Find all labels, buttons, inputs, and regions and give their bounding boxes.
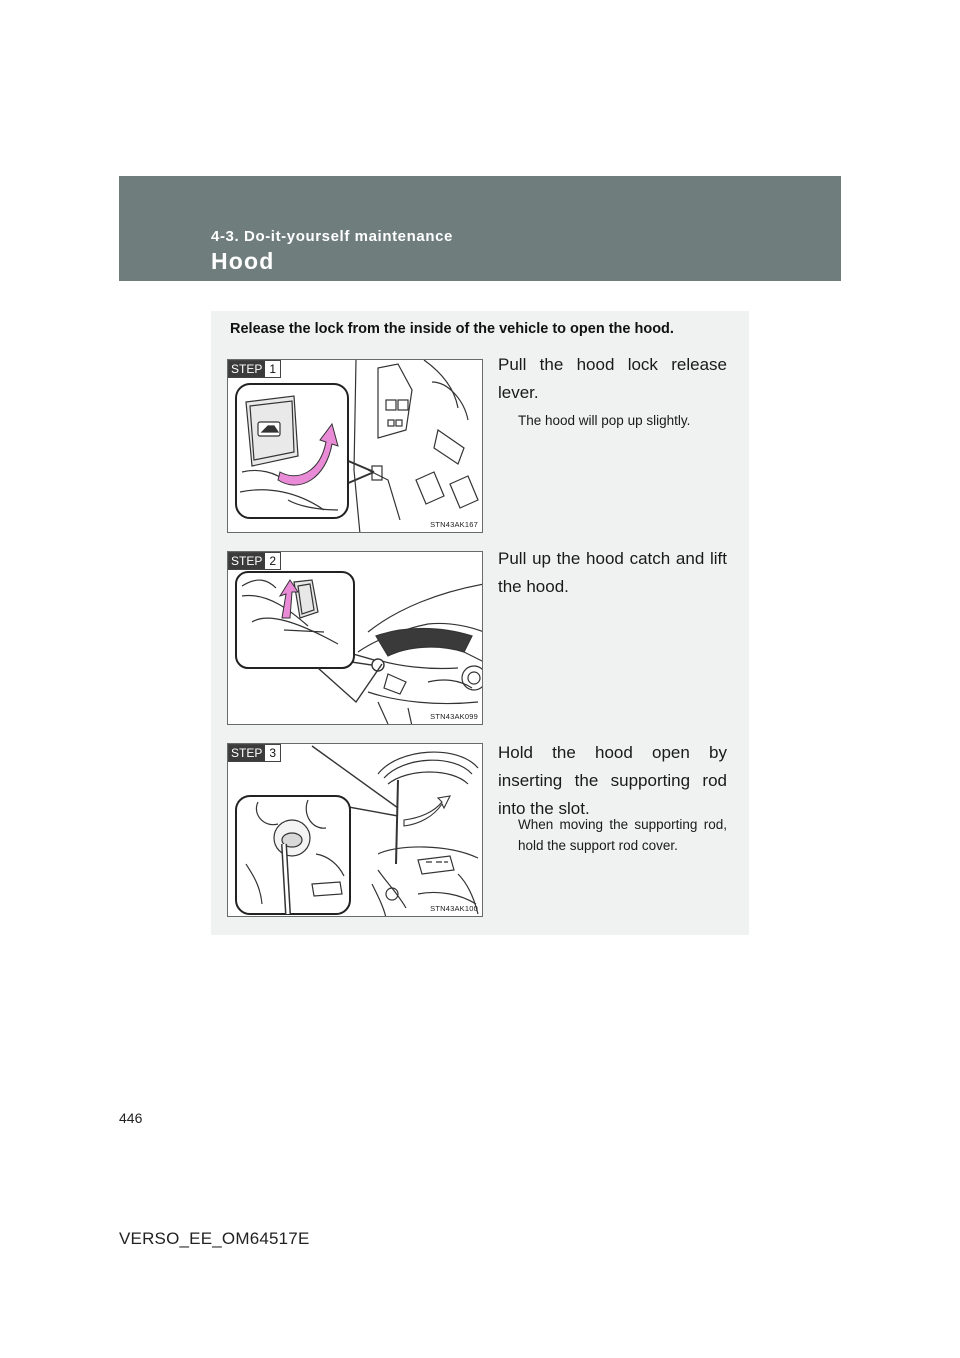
step-2-badge [228, 552, 281, 570]
step-3-illustration [227, 743, 483, 917]
step-2-text: Pull up the hood catch and lift the hood. [498, 549, 727, 596]
hood-lock-lever-drawing [228, 360, 483, 533]
content-panel [211, 311, 749, 935]
step-1-badge-number: 1 [265, 361, 280, 377]
step-1-badge [228, 360, 281, 378]
footer-document-code: VERSO_EE_OM64517E [119, 1229, 310, 1248]
step-3-badge-word: STEP [229, 745, 265, 761]
intro-text: Release the lock from the inside of the vehicle to open the hood. [230, 321, 674, 337]
step-2-figure-code: STN43AK099 [430, 712, 478, 721]
step-3-text: Hold the hood open by inserting the supporting rod into the slot. [498, 743, 727, 818]
step-3-note: When moving the supporting rod, hold the support rod cover. [518, 817, 727, 853]
step-2-badge-word: STEP [229, 553, 265, 569]
header-band [119, 176, 841, 281]
step-3-badge-number: 3 [265, 745, 280, 761]
step-1-text: Pull the hood lock release lever. [498, 355, 727, 402]
hood-support-rod-drawing [228, 744, 483, 917]
hood-catch-drawing [228, 552, 483, 725]
step-1-badge-word: STEP [229, 361, 265, 377]
step-3-badge [228, 744, 281, 762]
page-title: Hood [211, 248, 275, 274]
page-number: 446 [119, 1110, 143, 1126]
step-1-illustration [227, 359, 483, 533]
step-2-badge-number: 2 [265, 553, 280, 569]
step-3-figure-code: STN43AK100 [430, 904, 478, 913]
section-label: 4-3. Do-it-yourself maintenance [211, 228, 453, 245]
step-1-figure-code: STN43AK167 [430, 520, 478, 529]
step-2-illustration [227, 551, 483, 725]
step-1-note: The hood will pop up slightly. [518, 413, 691, 428]
